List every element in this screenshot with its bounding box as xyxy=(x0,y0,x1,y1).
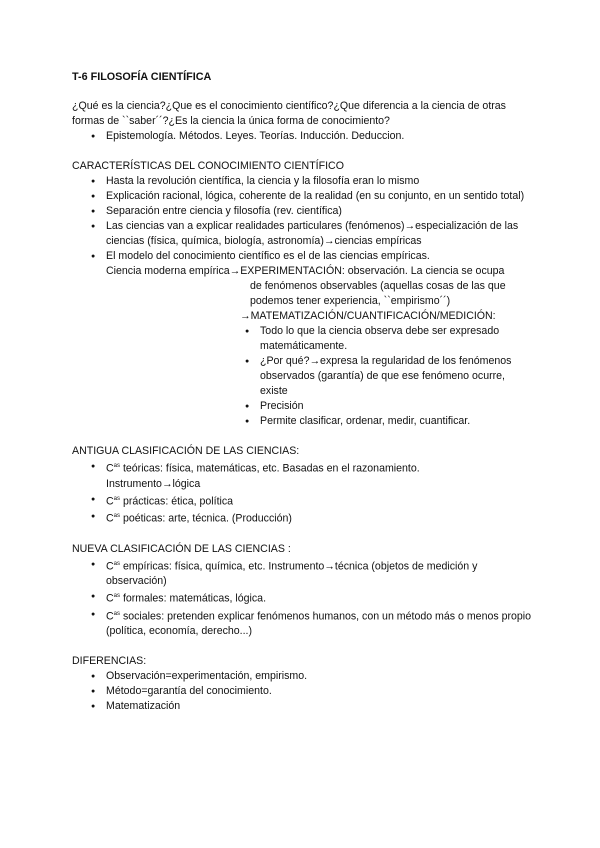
prefix: C xyxy=(106,592,114,605)
item-text: prácticas: ética, política xyxy=(120,495,234,508)
diferencias-section xyxy=(72,654,532,714)
intro-section xyxy=(72,99,532,144)
list-item: ● El modelo del conocimiento científico es el de las ciencias empíricas. xyxy=(72,249,532,264)
caracteristicas-list xyxy=(72,174,532,264)
caracteristicas-section xyxy=(72,159,532,429)
list-item: ● Separación entre ciencia y filosofía (rev. científica) xyxy=(72,204,532,219)
list-item: ● Las ciencias van a explicar realidades particulares (fenómenos)→especialización de las ciencias (física, química, biología, astronomía)→ciencias empíricas xyxy=(72,219,532,249)
prefix: C xyxy=(106,512,114,525)
prefix: C xyxy=(106,560,114,573)
list-item: ● Epistemología. Métodos. Leyes. Teorías. Inducción. Deduccion. xyxy=(72,129,532,144)
superscript: as xyxy=(113,593,120,600)
empirica-line: Ciencia moderna empírica→EXPERIMENTACIÓN: observación. La ciencia se ocupa xyxy=(106,265,505,277)
antigua-list xyxy=(72,459,532,527)
list-item xyxy=(72,492,532,510)
list-item: ● ¿Por qué?→expresa la regularidad de los fenómenos observados (garantía) de que ese fenómeno ocurre, existe xyxy=(240,354,532,399)
list-item: ● Precisión xyxy=(240,399,532,414)
prefix: C xyxy=(106,610,114,623)
superscript: as xyxy=(113,495,120,502)
item-text: sociales: pretenden explicar fenómenos humanos, con un método más o menos propio (política, economía, derecho...) xyxy=(106,610,532,638)
empirica-continuation: de fenómenos observables (aquellas cosas de las que xyxy=(250,280,506,292)
list-item: ● Observación=experimentación, empirismo. xyxy=(72,669,532,684)
list-item xyxy=(72,459,532,492)
antigua-section xyxy=(72,444,532,527)
item-text: teóricas: física, matemáticas, etc. Basadas en el razonamiento. xyxy=(120,462,420,475)
item-text: formales: matemáticas, lógica. xyxy=(120,592,267,605)
item-extra: Instrumento→lógica xyxy=(106,477,201,490)
prefix: C xyxy=(106,462,114,475)
list-item: ● Explicación racional, lógica, coherente de la realidad (en su conjunto, en un sentido total) xyxy=(72,189,532,204)
superscript: as xyxy=(113,463,120,469)
section-heading: NUEVA CLASIFICACIÓN DE LAS CIENCIAS : xyxy=(72,542,291,555)
superscript: as xyxy=(113,560,120,567)
matematizacion-heading: →MATEMATIZACIÓN/CUANTIFICACIÓN/MEDICIÓN: xyxy=(240,310,496,322)
matematizacion-list xyxy=(240,324,532,429)
nueva-list xyxy=(72,557,532,640)
empirica-continuation: podemos tener experiencia, ``empirismo´´) xyxy=(250,295,451,307)
intro-question: ¿Qué es la ciencia?¿Que es el conocimiento científico?¿Que diferencia a la ciencia de otras formas de ``saber´´?¿Es la ciencia la única forma de conocimiento? xyxy=(72,100,506,127)
nueva-section xyxy=(72,542,532,640)
section-heading: DIFERENCIAS: xyxy=(72,655,147,668)
list-item xyxy=(72,589,532,607)
list-item xyxy=(72,607,532,640)
superscript: as xyxy=(113,513,120,520)
matematizacion-block xyxy=(72,309,532,429)
list-item: ● Hasta la revolución científica, la ciencia y la filosofía eran lo mismo xyxy=(72,174,532,189)
intro-list xyxy=(72,129,532,144)
list-item xyxy=(72,557,532,590)
list-item: ● Método=garantía del conocimiento. xyxy=(72,684,532,699)
document-page xyxy=(72,70,532,729)
list-item: ● Matematización xyxy=(72,699,532,714)
prefix: C xyxy=(106,495,114,508)
section-heading: ANTIGUA CLASIFICACIÓN DE LAS CIENCIAS: xyxy=(72,445,300,457)
item-text: empíricas: física, química, etc. Instrumento→técnica (objetos de medición y observación) xyxy=(106,560,478,588)
document-title: T-6 FILOSOFÍA CIENTÍFICA xyxy=(72,71,212,83)
list-item: ● Todo lo que la ciencia observa debe ser expresado matemáticamente. xyxy=(240,324,532,354)
item-text: poéticas: arte, técnica. (Producción) xyxy=(120,512,292,525)
list-item xyxy=(72,509,532,527)
list-item: ● Permite clasificar, ordenar, medir, cuantificar. xyxy=(240,414,532,429)
diferencias-list xyxy=(72,669,532,714)
superscript: as xyxy=(113,610,120,617)
section-heading: CARACTERÍSTICAS DEL CONOCIMIENTO CIENTÍFICO xyxy=(72,160,344,172)
